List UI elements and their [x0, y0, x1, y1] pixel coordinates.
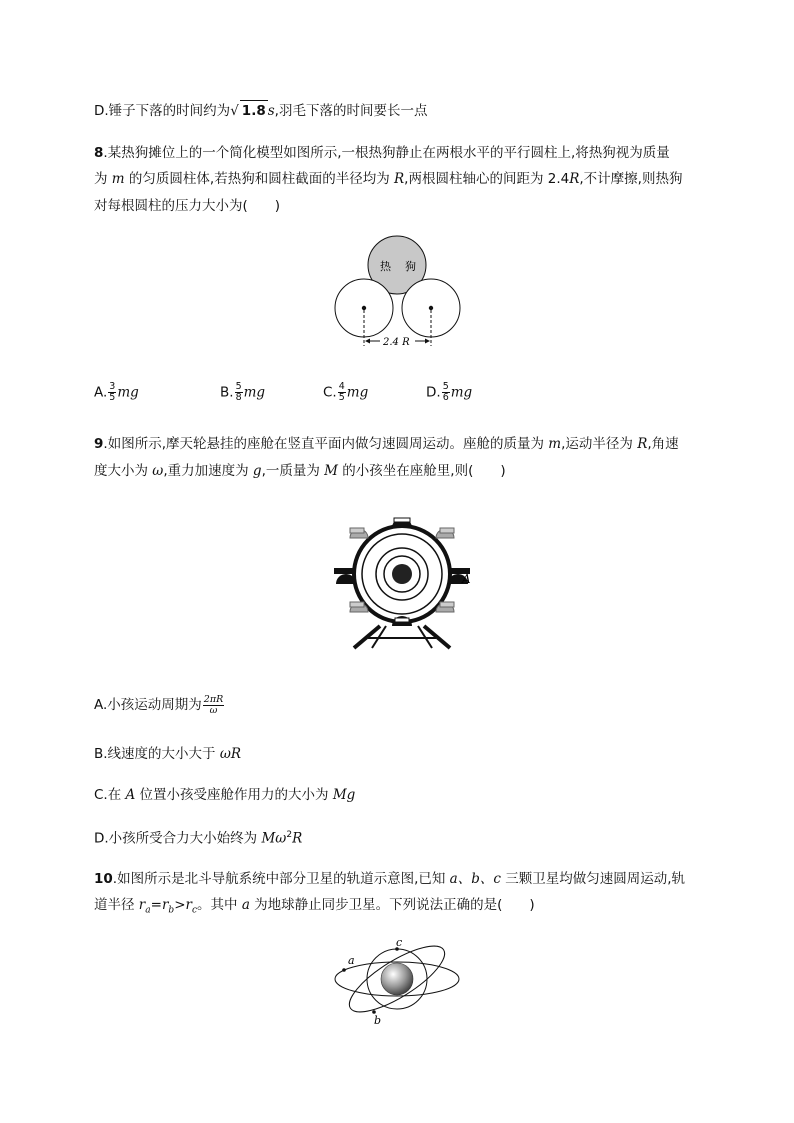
q9-opta-fraction — [203, 695, 224, 716]
q8-stem-line3 — [94, 196, 280, 216]
fraction — [108, 382, 116, 403]
right-axis-dot — [429, 306, 433, 310]
q10-orbit-figure — [330, 934, 465, 1026]
label-b: b — [374, 1014, 382, 1026]
q7-option-d — [94, 100, 427, 121]
q9-l2a: 度大小为 — [94, 463, 153, 479]
q10-stem-line1 — [94, 869, 685, 889]
q9-stem-line2 — [94, 461, 506, 481]
q9-ferris-wheel-figure — [328, 508, 478, 654]
q8-hotdog-figure — [330, 234, 465, 354]
q10-sub-a: a — [145, 905, 151, 916]
q10-l1a: .如图所示是北斗导航系统中部分卫星的轨道示意图,已知 — [112, 871, 450, 887]
earth-icon — [381, 963, 413, 995]
frac-den: 5 — [109, 392, 116, 403]
fraction — [235, 382, 243, 403]
q8-number: 8 — [94, 145, 104, 161]
q8-l2R2: R — [569, 171, 580, 187]
fraction — [338, 382, 346, 403]
q9-l1a: .如图所示,摩天轮悬挂的座舱在竖直平面内做匀速圆周运动。座舱的质量为 — [103, 436, 549, 452]
q9-optb-math: ωR — [219, 746, 242, 762]
q9-option-b[interactable] — [94, 744, 241, 764]
frac-den: 6 — [442, 392, 449, 403]
q8-option-b[interactable] — [220, 382, 265, 403]
q9-l2g: g — [252, 463, 262, 479]
q8-l3: 对每根圆柱的压力大小为( ) — [94, 198, 281, 214]
frac-den: 8 — [235, 392, 242, 403]
q9-optc-text2: 位置小孩受座舱作用力的大小为 — [135, 787, 333, 803]
q7-optd-suffix: ,羽毛下落的时间要长一点 — [274, 103, 428, 119]
q8-l2d: ,不计摩擦,则热狗 — [579, 171, 683, 187]
q10-l2a: 道半径 — [94, 897, 139, 913]
q9-l1R: R — [637, 436, 648, 452]
q8-l2b: 的匀质圆柱体,若热狗和圆柱截面的半径均为 — [124, 171, 394, 187]
q10-sub-c: c — [191, 905, 198, 916]
q9-l1m: m — [548, 436, 562, 452]
q8-l2m: m — [111, 171, 125, 187]
fraction — [442, 382, 450, 403]
q7-optd-prefix: D.锤子下落的时间约为 — [94, 103, 231, 119]
frac-den: 5 — [338, 392, 345, 403]
q9-l1c: ,角速 — [647, 436, 679, 452]
q7-unit: s — [267, 103, 275, 119]
satellite-a-dot — [342, 968, 346, 972]
opt-label: B. — [220, 384, 234, 401]
q9-opta-text: A.小孩运动周期为 — [94, 697, 202, 713]
cabin-bottom — [392, 616, 412, 626]
q10-stem-line2 — [94, 895, 535, 921]
q9-option-c[interactable] — [94, 785, 355, 805]
q9-option-d[interactable] — [94, 825, 302, 849]
frac-den: ω — [209, 704, 218, 716]
q10-l1abc: a、b、c — [449, 871, 501, 887]
opt-tail: mg — [450, 384, 473, 401]
q10-rb: r — [161, 897, 169, 913]
q10-gt: > — [174, 897, 186, 913]
q10-l2b: 。其中 — [197, 897, 242, 913]
q10-ra: r — [138, 897, 146, 913]
q8-option-a[interactable] — [94, 382, 139, 403]
q7-sqrt-value: 1.8 — [240, 100, 268, 121]
hub — [392, 564, 412, 584]
q9-stem-line1 — [94, 434, 679, 454]
label-c: c — [396, 936, 403, 949]
q10-l2c: 为地球静止同步卫星。下列说法正确的是( ) — [249, 897, 535, 913]
sqrt-symbol: √ — [230, 103, 239, 119]
q8-option-c[interactable] — [323, 382, 368, 403]
cabin-top — [392, 518, 412, 528]
opt-label: C. — [323, 384, 337, 401]
q9-optc-text1: C.在 — [94, 787, 126, 803]
frac-num: 4 — [338, 381, 345, 392]
q9-number: 9 — [94, 436, 104, 452]
hotdog-label-right: 狗 — [405, 260, 416, 273]
q9-optc-math: Mg — [332, 787, 356, 803]
q9-l2c: ,一质量为 — [261, 463, 325, 479]
q10-l2aa: a — [241, 897, 250, 913]
q9-optb-text: B.线速度的大小大于 — [94, 746, 220, 762]
position-A-label: A — [462, 572, 471, 586]
q9-l2d: 的小孩坐在座舱里,则( ) — [337, 463, 506, 479]
q9-optd-M: Mω — [261, 830, 287, 847]
left-axis-dot — [362, 306, 366, 310]
opt-tail: mg — [117, 384, 139, 401]
q8-option-d[interactable] — [426, 382, 472, 403]
q10-l1b: 三颗卫星均做匀速圆周运动,轨 — [500, 871, 686, 887]
q8-l2c: ,两根圆柱轴心的间距为 2.4 — [404, 171, 570, 187]
cabin-top-right — [436, 528, 454, 538]
q9-optc-A: A — [125, 787, 136, 803]
cabin-top-left — [350, 528, 368, 538]
q8-l2a: 为 — [94, 171, 112, 187]
q9-l1b: ,运动半径为 — [561, 436, 638, 452]
q9-optd-text: D.小孩所受合力大小始终为 — [94, 830, 262, 847]
q8-stem-line1 — [94, 143, 670, 163]
dim-label: 2.4 R — [383, 337, 410, 348]
frac-num: 2πR — [203, 693, 224, 705]
hotdog-label-left: 热 — [380, 260, 391, 273]
q8-l2R: R — [393, 171, 405, 187]
q9-option-a[interactable] — [94, 692, 225, 718]
q10-number: 10 — [94, 871, 113, 887]
q10-sub-b: b — [168, 905, 175, 916]
dim-arrow-right — [425, 339, 430, 344]
frac-num: 3 — [109, 381, 116, 392]
frac-num: 5 — [235, 381, 242, 392]
q9-l2w: ω — [152, 463, 164, 479]
label-a: a — [348, 954, 355, 967]
q10-rc: r — [185, 897, 192, 913]
opt-label: A. — [94, 384, 108, 401]
q9-l2b: ,重力加速度为 — [163, 463, 253, 479]
q10-eq: = — [150, 897, 162, 913]
opt-tail: mg — [243, 384, 266, 401]
q8-line1: .某热狗摊位上的一个简化模型如图所示,一根热狗静止在两根水平的平行圆柱上,将热狗视为质量 — [103, 145, 670, 161]
dim-arrow-left — [365, 339, 370, 344]
q9-optd-sup: 2 — [286, 830, 293, 840]
frac-num: 5 — [442, 381, 449, 392]
q9-l2M: M — [324, 463, 338, 479]
q8-stem-line2 — [94, 169, 682, 189]
opt-label: D. — [426, 384, 441, 401]
opt-tail: mg — [346, 384, 369, 401]
q9-optd-R: R — [292, 830, 303, 847]
